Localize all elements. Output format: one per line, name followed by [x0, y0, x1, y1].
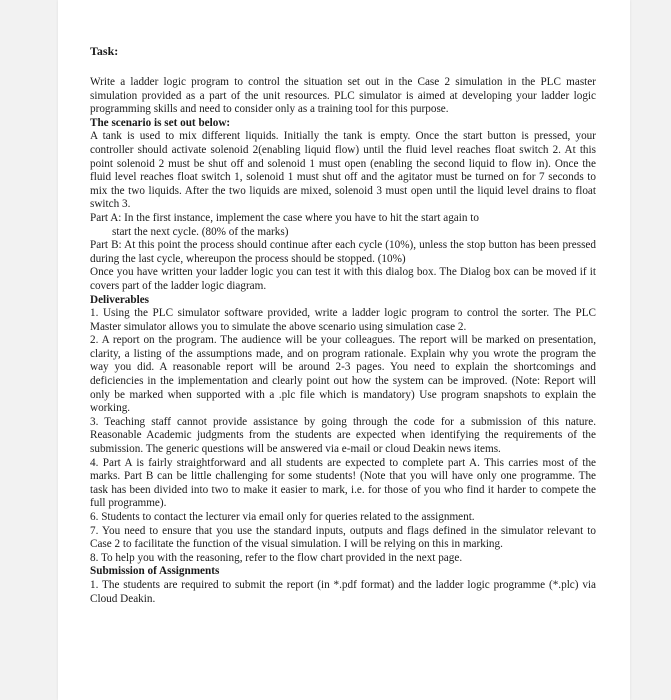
deliverable-item: 7. You need to ensure that you use the standard inputs, outputs and flags defined in the simulator relevant to Case 2 to facilitate the function of the visual simulation. I will be relying on this in marking. — [90, 524, 596, 551]
deliverable-item: 6. Students to contact the lecturer via email only for queries related to the assignment. — [90, 511, 475, 523]
part-b-paragraph: Part B: At this point the process should continue after each cycle (10%), unless the stop button has been pressed during the last cycle, whereupon the process should be stopped. (10%) — [90, 239, 596, 265]
deliverable-item: 2. A report on the program. The audience will be your colleagues. The report will be marked on presentation, clarity, a listing of the assumptions made, and on program rationale. Explain why you wrote the program the way you did. A reasonable report will be around 2-3 pages. You need to explain the shortcomings and deficiencies in the implementation and clearly point out how the system can be improved. (Note: Report will only be marked when supported with a .plc file which is mandatory) Use program snapshots to explain the working. — [90, 334, 596, 415]
document-content — [90, 44, 596, 606]
test-note-paragraph: Once you have written your ladder logic you can test it with this dialog box. The Dialog box can be moved if it covers part of the ladder logic diagram. — [90, 266, 596, 292]
intro-paragraph: Write a ladder logic program to control the situation set out in the Case 2 simulation in the PLC master simulation provided as a part of the unit resources. PLC simulator is aimed at developing your ladder logic programming skills and need to consider only as a training tool for this purpose. — [90, 76, 596, 116]
deliverable-item: 1. Using the PLC simulator software provided, write a ladder logic program to control the sorter. The PLC Master simulator allows you to simulate the above scenario using simulation case 2. — [90, 307, 596, 333]
deliverable-item: 8. To help you with the reasoning, refer to the flow chart provided in the next page. — [90, 551, 463, 564]
task-title: Task: — [90, 44, 119, 58]
part-a-line: Part A: In the first instance, implement the case where you have to hit the start again to — [90, 211, 479, 224]
scenario-paragraph: A tank is used to mix different liquids. Initially the tank is empty. Once the start button is pressed, your controller should activate solenoid 2(enabling liquid flow) until the fluid level reaches float switch 2. At this point solenoid 2 must be shut off and solenoid 1 must open (enabling the second liquid to flow in). Once the fluid level reaches float switch 1, solenoid 1 must shut off and the agitator must be turned on for 7 seconds to mix the two liquids. After the two liquids are mixed, solenoid 3 must open until the liquid level drains to float switch 3. — [90, 130, 596, 211]
deliverables-heading: Deliverables — [90, 293, 150, 306]
deliverable-item: 4. Part A is fairly straightforward and all students are expected to complete part A. This carries most of the marks. Part B can be little challenging for some students! (Note that you will have only one programme. The task has been divided into two to make it easier to mark, i.e. for those of you who find it harder to compete the full programme). — [90, 456, 596, 510]
deliverable-item: 3. Teaching staff cannot provide assistance by going through the code for a submission of this nature. Reasonable Academic judgments from the students are expected when identifying the requirements of the submission. The generic questions will be answered via e-mail or cloud Deakin news items. — [90, 415, 596, 456]
part-a-continuation: start the next cycle. (80% of the marks) — [112, 225, 289, 238]
scenario-heading: The scenario is set out below: — [90, 116, 231, 129]
submission-item: 1. The students are required to submit the report (in *.pdf format) and the ladder logic programme (*.plc) via Cloud Deakin. — [90, 578, 596, 605]
document-page — [58, 0, 630, 700]
submission-heading: Submission of Assignments — [90, 565, 220, 578]
